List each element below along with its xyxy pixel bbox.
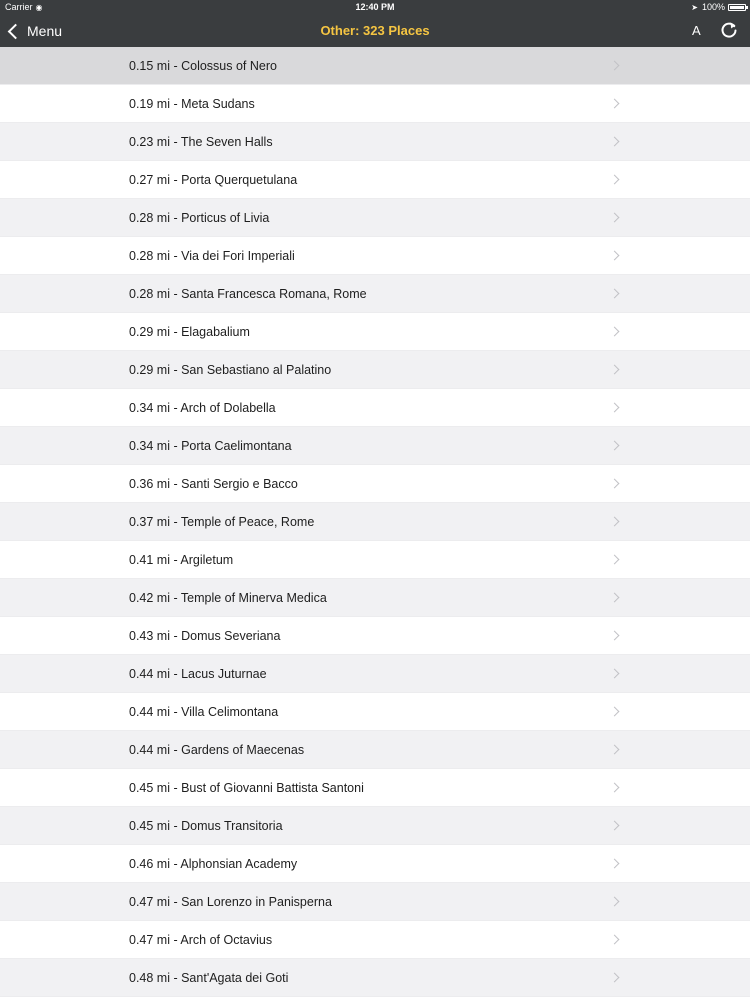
chevron-right-icon (610, 289, 620, 299)
place-label: 0.15 mi - Colossus of Nero (129, 59, 277, 73)
place-row[interactable] (0, 959, 750, 997)
place-label: 0.29 mi - San Sebastiano al Palatino (129, 363, 332, 377)
place-row[interactable] (0, 921, 750, 959)
place-label: 0.23 mi - The Seven Halls (129, 135, 273, 149)
chevron-right-icon (610, 251, 620, 261)
place-row[interactable] (0, 161, 750, 199)
place-label: 0.43 mi - Domus Severiana (129, 629, 281, 643)
place-row[interactable] (0, 47, 750, 85)
chevron-right-icon (610, 517, 620, 527)
place-row[interactable] (0, 807, 750, 845)
chevron-right-icon (610, 631, 620, 641)
chevron-right-icon (610, 61, 620, 71)
place-row[interactable] (0, 237, 750, 275)
place-label: 0.45 mi - Domus Transitoria (129, 819, 283, 833)
place-row[interactable] (0, 427, 750, 465)
chevron-right-icon (610, 365, 620, 375)
place-label: 0.47 mi - San Lorenzo in Panisperna (129, 895, 332, 909)
place-label: 0.19 mi - Meta Sudans (129, 97, 255, 111)
place-label: 0.34 mi - Arch of Dolabella (129, 401, 276, 415)
place-row[interactable] (0, 769, 750, 807)
chevron-right-icon (610, 555, 620, 565)
place-row[interactable] (0, 579, 750, 617)
chevron-right-icon (610, 745, 620, 755)
chevron-right-icon (610, 99, 620, 109)
place-label: 0.36 mi - Santi Sergio e Bacco (129, 477, 298, 491)
top-bar (0, 0, 750, 47)
place-row[interactable] (0, 313, 750, 351)
places-list (0, 47, 750, 997)
place-row[interactable] (0, 503, 750, 541)
chevron-right-icon (610, 783, 620, 793)
chevron-right-icon (610, 707, 620, 717)
status-right (691, 2, 746, 12)
place-row[interactable] (0, 731, 750, 769)
place-label: 0.28 mi - Santa Francesca Romana, Rome (129, 287, 367, 301)
chevron-right-icon (610, 593, 620, 603)
place-label: 0.44 mi - Villa Celimontana (129, 705, 279, 719)
place-row[interactable] (0, 883, 750, 921)
place-row[interactable] (0, 85, 750, 123)
place-row[interactable] (0, 541, 750, 579)
chevron-right-icon (610, 859, 620, 869)
place-row[interactable] (0, 123, 750, 161)
chevron-right-icon (610, 935, 620, 945)
status-time: 12:40 PM (355, 2, 395, 12)
place-label: 0.28 mi - Via dei Fori Imperiali (129, 249, 295, 263)
place-label: 0.42 mi - Temple of Minerva Medica (129, 591, 327, 605)
wifi-icon: ◉ (35, 2, 43, 12)
chevron-right-icon (610, 897, 620, 907)
battery-icon (728, 4, 746, 11)
place-row[interactable] (0, 693, 750, 731)
battery-percent: 100% (701, 2, 725, 12)
chevron-right-icon (610, 327, 620, 337)
back-label: Menu (27, 23, 63, 39)
chevron-right-icon (610, 821, 620, 831)
chevron-right-icon (610, 213, 620, 223)
chevron-right-icon (610, 441, 620, 451)
place-row[interactable] (0, 845, 750, 883)
place-row[interactable] (0, 199, 750, 237)
page-title: Other: 323 Places (320, 23, 430, 38)
place-label: 0.46 mi - Alphonsian Academy (129, 857, 298, 871)
place-row[interactable] (0, 465, 750, 503)
back-button[interactable] (6, 21, 62, 41)
place-label: 0.47 mi - Arch of Octavius (129, 933, 273, 947)
location-arrow-icon: ➤ (691, 2, 698, 12)
navigation-bar (0, 14, 750, 47)
place-row[interactable] (0, 389, 750, 427)
carrier-label: Carrier (5, 2, 33, 12)
font-size-button[interactable]: A (692, 23, 701, 38)
place-label: 0.44 mi - Lacus Juturnae (129, 667, 267, 681)
place-row[interactable] (0, 351, 750, 389)
place-row[interactable] (0, 275, 750, 313)
place-label: 0.41 mi - Argiletum (129, 553, 234, 567)
place-label: 0.29 mi - Elagabalium (129, 325, 250, 339)
place-label: 0.27 mi - Porta Querquetulana (129, 173, 298, 187)
refresh-icon[interactable] (720, 21, 738, 39)
chevron-right-icon (610, 403, 620, 413)
chevron-right-icon (610, 479, 620, 489)
place-row[interactable] (0, 617, 750, 655)
place-label: 0.28 mi - Porticus of Livia (129, 211, 270, 225)
place-row[interactable] (0, 655, 750, 693)
place-label: 0.45 mi - Bust of Giovanni Battista Santoni (129, 781, 364, 795)
chevron-right-icon (610, 137, 620, 147)
place-label: 0.37 mi - Temple of Peace, Rome (129, 515, 315, 529)
chevron-left-icon (8, 23, 24, 39)
place-label: 0.48 mi - Sant'Agata dei Goti (129, 971, 289, 985)
status-bar (0, 0, 750, 14)
chevron-right-icon (610, 669, 620, 679)
place-label: 0.44 mi - Gardens of Maecenas (129, 743, 305, 757)
chevron-right-icon (610, 973, 620, 983)
place-label: 0.34 mi - Porta Caelimontana (129, 439, 292, 453)
chevron-right-icon (610, 175, 620, 185)
